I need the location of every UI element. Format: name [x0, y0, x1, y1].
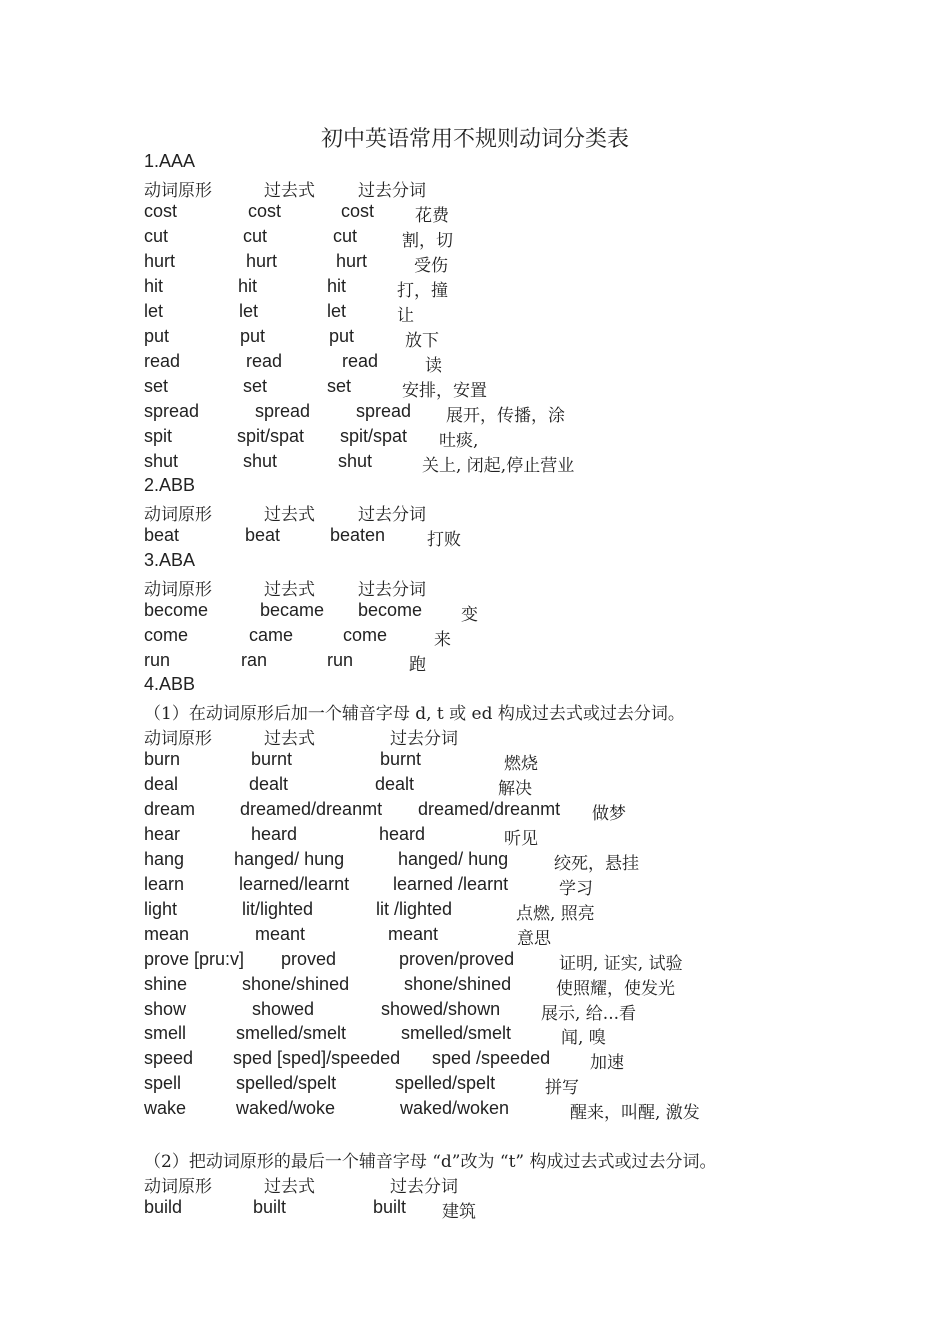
header-base-form: 动词原形 — [144, 580, 212, 600]
verb-participle: showed/shown — [381, 999, 501, 1019]
verb-participle: set — [327, 376, 352, 396]
section-heading-abb-2: 4.ABB — [144, 674, 196, 694]
verb-meaning: 证明, 证实, 试验 — [559, 954, 683, 974]
section-heading-aaa: 1.AAA — [144, 151, 196, 171]
verb-past: lit/lighted — [242, 899, 314, 919]
verb-base: come — [144, 625, 189, 645]
verb-past: hurt — [246, 251, 278, 271]
header-past-participle: 过去分词 — [358, 181, 426, 201]
verb-base: deal — [144, 774, 179, 794]
verb-past: built — [253, 1197, 287, 1217]
verb-base: beat — [144, 525, 180, 545]
verb-participle: shone/shined — [404, 974, 512, 994]
verb-participle: put — [329, 326, 355, 346]
header-past-tense: 过去式 — [264, 1177, 315, 1197]
verb-past: sped [sped]/speeded — [233, 1048, 401, 1068]
verb-base: spit — [144, 426, 173, 446]
verb-base: hang — [144, 849, 185, 869]
verb-base: burn — [144, 749, 181, 769]
verb-participle: hurt — [336, 251, 368, 271]
verb-meaning: 闻, 嗅 — [561, 1028, 606, 1048]
verb-past: put — [240, 326, 266, 346]
verb-participle: shut — [338, 451, 373, 471]
verb-base: speed — [144, 1048, 194, 1068]
verb-past: hit — [238, 276, 258, 296]
verb-meaning: 解决 — [498, 779, 532, 799]
verb-participle: become — [358, 600, 423, 620]
verb-base: spread — [144, 401, 200, 421]
verb-meaning: 打败 — [427, 530, 461, 550]
verb-base: put — [144, 326, 170, 346]
verb-participle: hanged/ hung — [398, 849, 509, 869]
header-past-tense: 过去式 — [264, 580, 315, 600]
verb-base: cut — [144, 226, 169, 246]
header-past-tense: 过去式 — [264, 181, 315, 201]
verb-participle: waked/woken — [400, 1098, 510, 1118]
verb-meaning: 变 — [461, 605, 478, 625]
verb-meaning: 受伤 — [414, 256, 448, 276]
header-base-form: 动词原形 — [144, 1177, 212, 1197]
verb-past: dreamed/dreanmt — [240, 799, 383, 819]
verb-past: shut — [243, 451, 278, 471]
verb-base: hear — [144, 824, 181, 844]
verb-past: beat — [245, 525, 281, 545]
header-past-participle: 过去分词 — [390, 729, 458, 749]
verb-meaning: 使照耀，使发光 — [556, 979, 675, 999]
verb-meaning: 割，切 — [402, 231, 453, 251]
verb-base: mean — [144, 924, 190, 944]
verb-base: spell — [144, 1073, 182, 1093]
verb-past: smelled/smelt — [236, 1023, 347, 1043]
header-past-tense: 过去式 — [264, 729, 315, 749]
verb-base: build — [144, 1197, 183, 1217]
verb-past: cut — [243, 226, 268, 246]
verb-participle: cost — [341, 201, 375, 221]
verb-meaning: 读 — [425, 356, 442, 376]
verb-participle: read — [342, 351, 379, 371]
verb-meaning: 加速 — [590, 1053, 624, 1073]
verb-participle: cut — [333, 226, 358, 246]
verb-past: meant — [255, 924, 306, 944]
verb-past: became — [260, 600, 325, 620]
verb-participle: dreamed/dreanmt — [418, 799, 561, 819]
verb-past: burnt — [251, 749, 293, 769]
verb-base: cost — [144, 201, 178, 221]
verb-base: shut — [144, 451, 179, 471]
verb-base: light — [144, 899, 178, 919]
verb-participle: smelled/smelt — [401, 1023, 512, 1043]
verb-base: run — [144, 650, 171, 670]
verb-base: smell — [144, 1023, 187, 1043]
verb-base: become — [144, 600, 209, 620]
verb-past: let — [239, 301, 259, 321]
verb-meaning: 拼写 — [545, 1078, 579, 1098]
verb-meaning: 学习 — [559, 879, 593, 899]
verb-meaning: 跑 — [409, 655, 426, 675]
verb-past: heard — [251, 824, 298, 844]
verb-base: hit — [144, 276, 164, 296]
verb-meaning: 绞死，悬挂 — [554, 854, 639, 874]
section-heading-aba: 3.ABA — [144, 550, 196, 570]
verb-participle: built — [373, 1197, 407, 1217]
verb-past: showed — [252, 999, 315, 1019]
verb-participle: heard — [379, 824, 426, 844]
verb-past: hanged/ hung — [234, 849, 345, 869]
verb-meaning: 意思 — [517, 929, 551, 949]
verb-past: cost — [248, 201, 282, 221]
verb-base: let — [144, 301, 164, 321]
verb-participle: spit/spat — [340, 426, 408, 446]
verb-past: read — [246, 351, 283, 371]
verb-base: read — [144, 351, 181, 371]
verb-past: spit/spat — [237, 426, 305, 446]
verb-past: dealt — [249, 774, 289, 794]
verb-meaning: 来 — [434, 630, 451, 650]
verb-meaning: 放下 — [405, 331, 439, 351]
verb-base: dream — [144, 799, 196, 819]
header-past-participle: 过去分词 — [390, 1177, 458, 1197]
sub-section-note: （1）在动词原形后加一个辅音字母 d, t 或 ed 构成过去式或过去分词。 — [144, 704, 685, 724]
verb-participle: burnt — [380, 749, 422, 769]
verb-participle: spelled/spelt — [395, 1073, 496, 1093]
verb-participle: spread — [356, 401, 412, 421]
verb-participle: lit /lighted — [376, 899, 453, 919]
verb-participle: come — [343, 625, 388, 645]
verb-meaning: 展示, 给...看 — [541, 1004, 637, 1024]
verb-meaning: 安排，安置 — [402, 381, 487, 401]
header-past-participle: 过去分词 — [358, 580, 426, 600]
verb-past: learned/learnt — [239, 874, 350, 894]
header-past-participle: 过去分词 — [358, 505, 426, 525]
verb-meaning: 建筑 — [442, 1202, 476, 1222]
verb-participle: proven/proved — [399, 949, 515, 969]
section-heading-abb: 2.ABB — [144, 475, 196, 495]
verb-meaning: 吐痰, — [439, 431, 479, 451]
verb-past: came — [249, 625, 294, 645]
sub-section-note: （2）把动词原形的最后一个辅音字母 “d”改为 “t” 构成过去式或过去分词。 — [144, 1152, 717, 1172]
verb-meaning: 醒来，叫醒, 激发 — [570, 1103, 700, 1123]
header-base-form: 动词原形 — [144, 181, 212, 201]
header-base-form: 动词原形 — [144, 505, 212, 525]
verb-participle: run — [327, 650, 354, 670]
verb-base: hurt — [144, 251, 176, 271]
verb-meaning: 做梦 — [592, 804, 626, 824]
page-title: 初中英语常用不规则动词分类表 — [320, 127, 629, 152]
verb-meaning: 打，撞 — [397, 281, 448, 301]
header-base-form: 动词原形 — [144, 729, 212, 749]
verb-base: shine — [144, 974, 188, 994]
verb-participle: sped /speeded — [432, 1048, 551, 1068]
verb-past: ran — [241, 650, 268, 670]
verb-participle: beaten — [330, 525, 386, 545]
verb-participle: let — [327, 301, 347, 321]
verb-meaning: 关上, 闭起,停止营业 — [422, 456, 575, 476]
header-past-tense: 过去式 — [264, 505, 315, 525]
verb-base: prove [pru:v] — [144, 949, 245, 969]
verb-meaning: 让 — [397, 306, 414, 326]
verb-participle: learned /learnt — [393, 874, 509, 894]
verb-participle: hit — [327, 276, 347, 296]
verb-base: set — [144, 376, 169, 396]
verb-past: waked/woke — [236, 1098, 336, 1118]
verb-meaning: 燃烧 — [504, 754, 538, 774]
verb-base: wake — [144, 1098, 187, 1118]
verb-base: learn — [144, 874, 185, 894]
verb-participle: dealt — [375, 774, 415, 794]
verb-meaning: 点燃, 照亮 — [516, 904, 595, 924]
verb-past: set — [243, 376, 268, 396]
verb-past: spelled/spelt — [236, 1073, 337, 1093]
verb-past: spread — [255, 401, 311, 421]
verb-participle: meant — [388, 924, 439, 944]
verb-meaning: 听见 — [504, 829, 538, 849]
verb-past: proved — [281, 949, 337, 969]
verb-meaning: 展开，传播，涂 — [446, 406, 565, 426]
verb-meaning: 花费 — [415, 206, 449, 226]
verb-past: shone/shined — [242, 974, 350, 994]
verb-base: show — [144, 999, 187, 1019]
